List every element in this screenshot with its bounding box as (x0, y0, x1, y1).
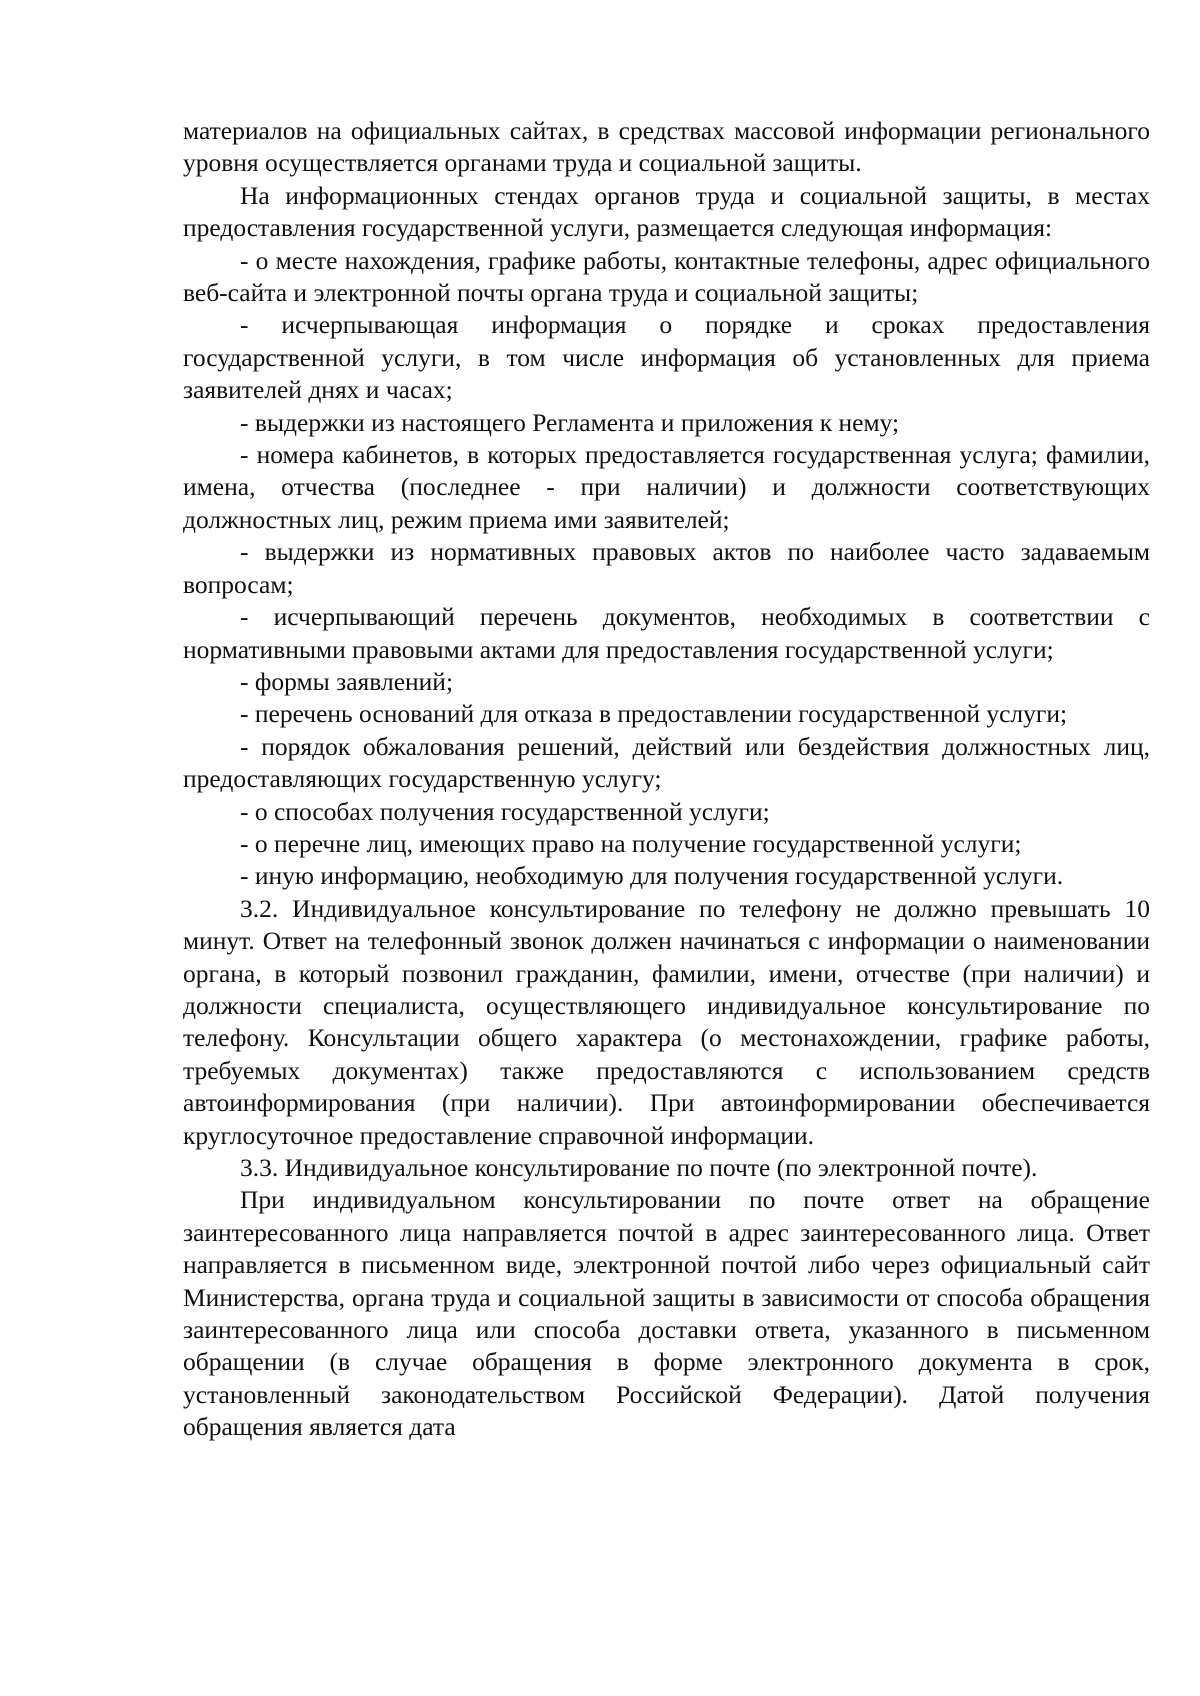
section-3-2: 3.2. Индивидуальное консультирование по телефону не должно превышать 10 минут. Ответ на телефонный звонок должен начинаться с информации о наименовании органа, в который позвонил гражданин, фамилии, имени, отчестве (при наличии) и должности специалиста, осуществляющего индивидуальное консультирование по телефону. Консультации общего характера (о местонахождении, графике работы, требуемых документах) также предоставляются с использованием средств автоинформирования (при наличии). При автоинформировании обеспечивается круглосуточное предоставление справочной информации. (183, 893, 1150, 1150)
list-item-forms: - формы заявлений; (240, 666, 454, 696)
list-item-methods: - о способах получения государственной услуги; (240, 796, 770, 826)
list-item-appeal: - порядок обжалования решений, действий или бездействия должностных лиц, предоставляющих государственную услугу; (183, 731, 1150, 794)
list-item-location: - о месте нахождения, графике работы, контактные телефоны, адрес официального веб-сайта и электронной почты органа труда и социальной защиты; (183, 245, 1150, 308)
document-body (183, 115, 1150, 1444)
list-item-other-info: - иную информацию, необходимую для получения государственной услуги. (240, 861, 1064, 891)
list-item-documents: - исчерпывающий перечень документов, необходимых в соответствии с нормативными правовыми актами для предоставления государственной услуги; (183, 602, 1150, 664)
section-3-3: 3.3. Индивидуальное консультирование по почте (по электронной почте). (240, 1153, 1038, 1182)
list-item-regulation-extracts: - выдержки из настоящего Регламента и приложения к нему; (240, 407, 900, 437)
list-item-procedure: - исчерпывающая информация о порядке и сроках предоставления государственной услуги, в том числе информация об установленных для приема заявителей днях и часах; (183, 310, 1150, 405)
list-item-eligible-persons: - о перечне лиц, имеющих право на получение государственной услуги; (240, 828, 1022, 858)
list-item-cabinets: - номера кабинетов, в которых предоставляется государственная услуга; фамилии, имена, отчества (последнее - при наличии) и должности соответствующих должностных лиц, режим приема ими заявителей; (183, 440, 1150, 534)
paragraph-continuation: материалов на официальных сайтах, в средствах массовой информации регионального уровня осуществляется органами труда и социальной защиты. (183, 116, 1150, 178)
paragraph-stands-intro: На информационных стендах органов труда и социальной защиты, в местах предоставления государственной услуги, размещается следующая информация: (183, 180, 1150, 243)
paragraph-mail-consulting: При индивидуальном консультировании по почте ответ на обращение заинтересованного лица направляется почтой в адрес заинтересованного лица. Ответ направляется в письменном виде, электронной почтой либо через официальный сайт Министерства, органа труда и социальной защиты в зависимости от способа обращения заинтересованного лица или способа доставки ответа, указанного в письменном обращении (в случае обращения в форме электронного документа в срок, установленный законодательством Российской Федерации). Датой получения обращения является дата (183, 1185, 1150, 1442)
list-item-refusal-grounds: - перечень оснований для отказа в предоставлении государственной услуги; (240, 699, 1068, 729)
list-item-legal-extracts: - выдержки из нормативных правовых актов по наиболее часто задаваемым вопросам; (183, 537, 1150, 599)
